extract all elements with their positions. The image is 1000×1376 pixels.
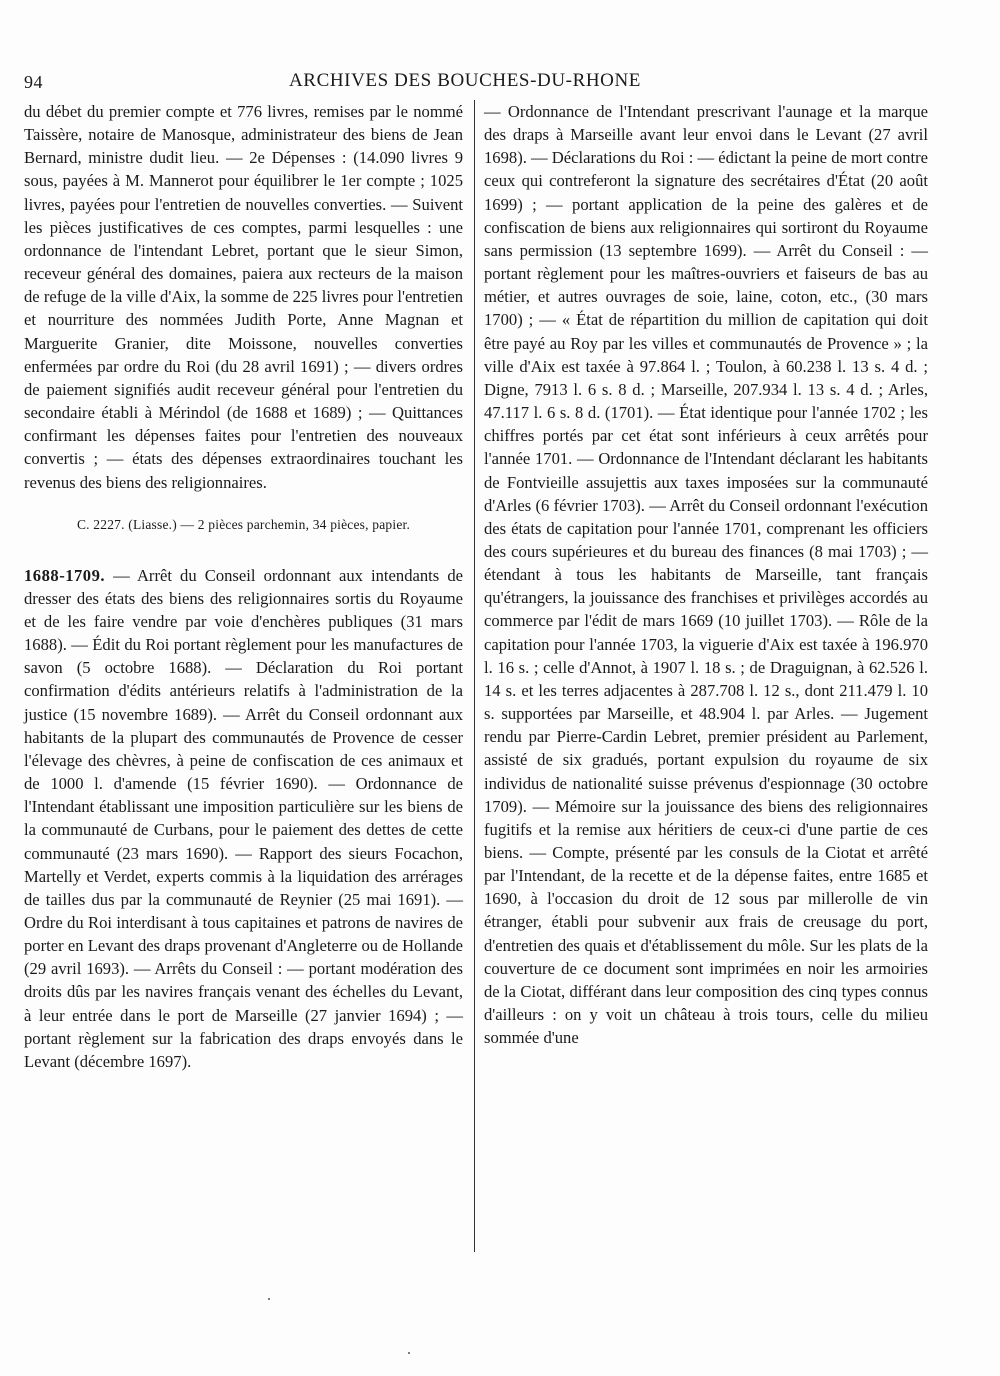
running-title: ARCHIVES DES BOUCHES-DU-RHONE <box>288 70 642 91</box>
entry-date: 1688-1709. <box>24 565 106 585</box>
entry-paragraph <box>24 564 463 1073</box>
entry-text: — Arrêt du Conseil ordonnant aux intendants de dresser des états des biens des religionnaires sortis du Royaume et de les faire vendre par voie d'enchères publiques (31 mars 1688). — Édit du Roi portant règlement pour les manufactures de savon (5 octobre 1688). — Déclaration du Roi portant confirmation d'édits antérieurs relatifs à l'administration de la justice (15 novembre 1689). — Arrêt du Conseil ordonnant aux habitants de la plupart des communautés de Provence de cesser l'élevage des chèvres, à peine de confiscation de ces animaux et de 1000 l. d'amende (15 février 1690). — Ordonnance de l'Intendant établissant une imposition particulière sur les biens de la communauté de Curbans, pour le paiement des dettes de cette communauté (23 mars 1690). — Rapport des sieurs Focachon, Martelly et Verdet, experts commis à la liquidation des arrérages de tailles dus par la communauté de Reynier (25 mai 1691). — Ordre du Roi interdisant à tous capitaines et patrons de navires de porter en Levant des draps provenant d'Angleterre ou de Hollande (29 avril 1693). — Arrêts du Conseil : — portant modération des droits dûs par les navires français venant des échelles du Levant, à leur entrée dans le port de Marseille (27 janvier 1694) ; — portant règlement sur la fabrication des draps envoyés dans le Levant (décembre 1697). <box>24 565 463 1071</box>
right-column <box>484 100 928 1049</box>
column-divider <box>474 100 475 1252</box>
page-number: 94 <box>24 72 43 92</box>
print-speck <box>268 1298 270 1300</box>
left-column <box>24 100 463 1073</box>
continuation-paragraph: du débet du premier compte et 776 livres, remises par le nommé Taissère, notaire de Manosque, administrateur des biens de Jean Bernard, ministre dudit lieu. — 2e Dépenses : (14.090 livres 9 sous, payées à M. Mannerot pour équilibrer le 1er compte ; 1025 livres, payées pour l'entretien de nouvelles converties. — Suivent les pièces justificatives de ces comptes, parmi lesquelles : une ordonnance de l'intendant Lebret, portant que le sieur Simon, receveur général des domaines, paiera aux recteurs de la maison de refuge de la ville d'Aix, la somme de 225 livres pour l'entretien et nourriture des nommées Judith Porte, Anne Magnan et Marguerite Granier, dite Moissone, nouvelles converties enfermées par ordre du Roi (du 28 avril 1691) ; — divers ordres de paiement signifiés audit receveur général pour l'entretien du secondaire établi à Mérindol (de 1688 et 1689) ; — Quittances confirmant les dépenses faites pour l'entretien des nouveaux convertis ; — états des dépenses extraordinaires touchant les revenus des biens des religionnaires. <box>24 102 463 492</box>
right-column-paragraph: — Ordonnance de l'Intendant prescrivant l'aunage et la marque des draps à Marseille avant leur envoi dans le Levant (27 avril 1698). — Déclarations du Roi : — édictant la peine de mort contre ceux qui contreferont la signature des secrétaires d'État (20 août 1699) ; — portant application de la peine des galères et de confiscation de biens aux religionnaires qui sortiront du Royaume sans permission (13 septembre 1699). — Arrêt du Conseil : — portant règlement pour les maîtres-ouvriers et faiseurs de bas au métier, et autres ouvrages de soie, laine, coton, etc., (30 mars 1700) ; — « État de répartition du million de capitation qui doit être payé au Roy par les villes et communautés de Provence » ; la ville d'Aix est taxée à 97.864 l. ; Toulon, à 60.238 l. 13 s. 4 d. ; Digne, 7913 l. 6 s. 8 d. ; Marseille, 207.934 l. 13 s. 4 d. ; Arles, 47.117 l. 6 s. 8 d. (1701). — État identique pour l'année 1702 ; les chiffres portés par cet état sont inférieurs à ceux arrêtés pour l'année 1701. — Ordonnance de l'Intendant déclarant les habitants de Fontvieille assujettis aux taxes imposées sur la communauté d'Arles (6 février 1703). — Arrêt du Conseil ordonnant l'exécution des états de capitation pour l'année 1701, comprenant les officiers des cours supérieures et du bureau des finances (8 mai 1703) ; — étendant à tous les habitants de Marseille, tant français qu'étrangers, la jouissance des franchises et privilèges accordés au commerce par l'édit de mars 1669 (10 juillet 1703). — Rôle de la capitation pour l'année 1703, la viguerie d'Aix est taxée à 196.970 l. 16 s. ; celle d'Annot, à 1907 l. 18 s. ; de Draguignan, à 62.526 l. 14 s. et les terres adjacentes à 287.708 l. 12 s., dont 211.479 l. 10 s. supportées par Marseille, et 48.904 l. par Arles. — Jugement rendu par Pierre-Cardin Lebret, premier président au Parlement, assisté de six gradués, portant expulsion du royaume de six individus de nationalité suisse prévenus d'espionnage (30 octobre 1709). — Mémoire sur la jouissance des biens des religionnaires fugitifs et la remise aux héritiers de ceux-ci d'une partie de ces biens. — Compte, présenté par les consuls de la Ciotat et arrêté par l'Intendant, de la recette et de la dépense faites, entre 1685 et 1690, à l'occasion du droit de 12 sous par millerolle de vin étranger, établi pour subvenir aux frais de creusage du port, d'entretien des quais et d'établissement du môle. Sur les plats de la couverture de ce document sont imprimées en noir les armoiries de la Ciotat, différant dans leur composition des cinq types connus d'ailleurs : on y voit un château à trois tours, celle du milieu sommée d'une <box>484 102 928 1048</box>
print-speck <box>408 1352 410 1354</box>
archive-cote: C. 2227. (Liasse.) — 2 pièces parchemin, 34 pièces, papier. <box>76 516 411 532</box>
